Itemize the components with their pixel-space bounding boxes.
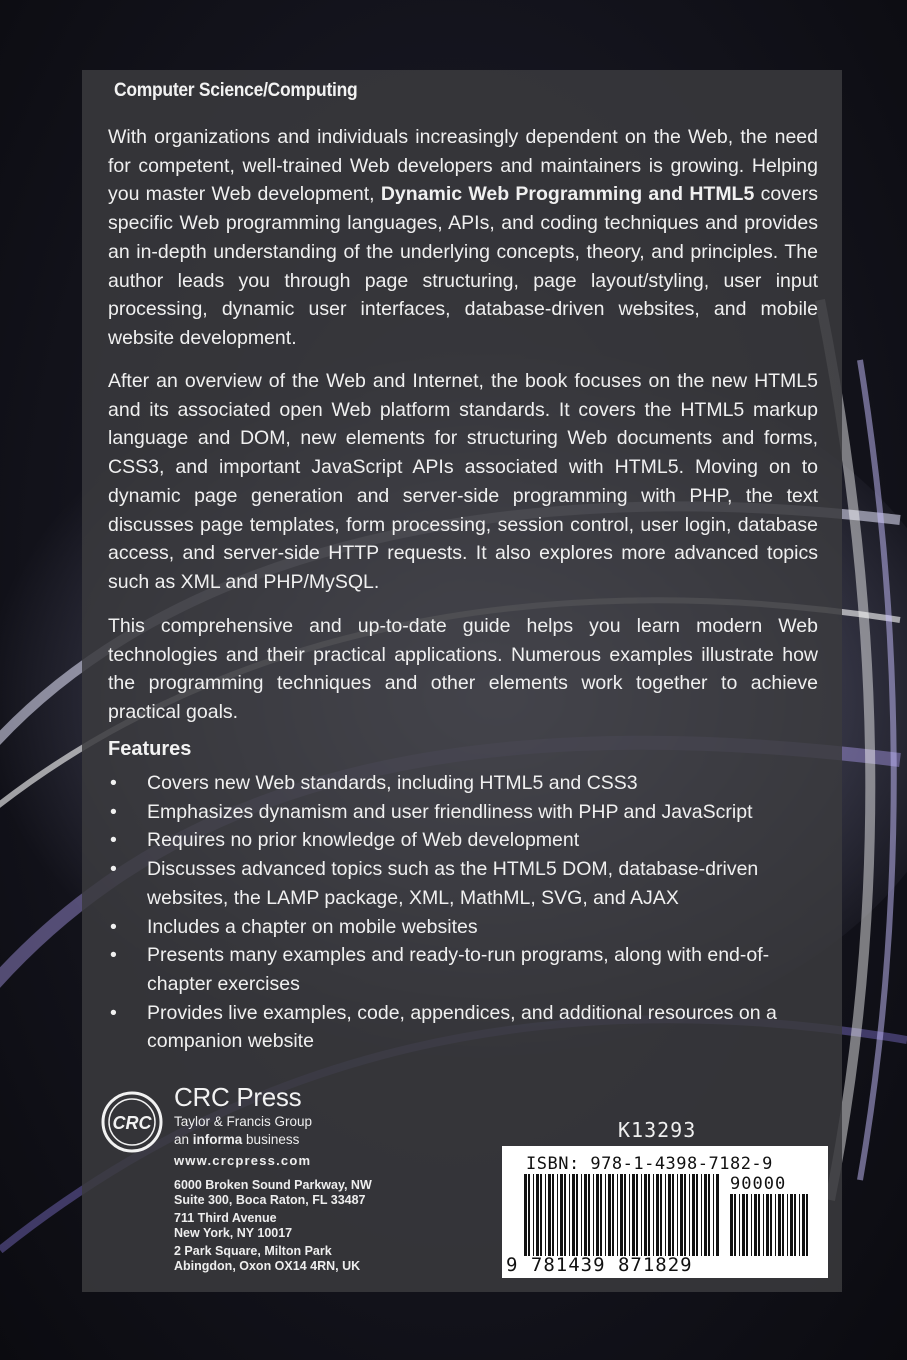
barcode-bar <box>605 1174 606 1256</box>
barcode-bar <box>557 1174 558 1256</box>
business-prefix: an <box>174 1132 193 1147</box>
barcode-bar <box>716 1174 719 1256</box>
feature-text: Includes a chapter on mobile websites <box>147 915 478 938</box>
barcode-bar <box>533 1174 534 1256</box>
crc-logo-text: CRC <box>112 1113 152 1133</box>
barcode-bar <box>545 1174 546 1256</box>
barcode-bar <box>778 1194 781 1256</box>
barcode-bar <box>632 1174 635 1256</box>
description-paragraph-2: After an overview of the Web and Internet, the book focuses on the new HTML5 and its associated open Web platform standards. It covers the HTML5 markup language and DOM, new elements for structuring Web documents and forms, CSS3, and important JavaScript APIs associated with HTML5. Moving on to dynamic page generation and server-side programming with PHP, the text discusses page templates, form processing, session control, user login, database access, and server-side HTTP requests. It also explores more advanced topics such as XML and PHP/MySQL. <box>108 370 818 593</box>
feature-text: Requires no prior knowledge of Web development <box>147 829 580 852</box>
barcode-bar <box>608 1174 611 1256</box>
isbn-label: ISBN: 978-1-4398-7182-9 <box>526 1154 773 1174</box>
barcode-bar <box>593 1174 594 1256</box>
crc-logo-icon <box>100 1090 164 1154</box>
address-line: Abingdon, Oxon OX14 4RN, UK <box>174 1258 361 1273</box>
feature-item <box>108 769 824 798</box>
publisher-block <box>100 1080 430 1280</box>
barcode-bar <box>540 1174 542 1256</box>
barcode-bar <box>696 1174 698 1256</box>
feature-text: Provides live examples, code, appendices, and additional resources on a companion website <box>147 1001 777 1053</box>
address-line: 2 Park Square, Milton Park <box>174 1244 332 1258</box>
isbn-barcode <box>502 1146 828 1278</box>
barcode-bar <box>648 1174 650 1256</box>
barcode-bar <box>656 1174 659 1256</box>
feature-item <box>108 999 824 1056</box>
address-uk <box>174 1244 360 1273</box>
address-line: 6000 Broken Sound Parkway, NW <box>174 1178 372 1192</box>
address-line: New York, NY 10017 <box>174 1225 293 1240</box>
barcode-bar <box>629 1174 630 1256</box>
barcode-bar <box>560 1174 563 1256</box>
barcode-bar <box>758 1194 760 1256</box>
bullet-icon: • <box>110 915 117 938</box>
address-line: 711 Third Avenue <box>174 1211 277 1225</box>
bullet-icon: • <box>110 800 117 823</box>
price-code: 90000 <box>730 1174 787 1194</box>
barcode-bar <box>576 1174 578 1256</box>
feature-text: Covers new Web standards, including HTML5 and CSS3 <box>147 772 638 794</box>
bullet-icon: • <box>110 858 117 881</box>
address-line: Suite 300, Boca Raton, FL 33487 <box>174 1192 366 1207</box>
address-florida <box>174 1178 372 1207</box>
barcode-bar <box>763 1194 764 1256</box>
barcode-bar <box>660 1174 662 1256</box>
publisher-url[interactable]: www.crcpress.com <box>174 1153 312 1168</box>
feature-item <box>108 798 824 827</box>
barcode-bar <box>524 1174 527 1256</box>
bullet-icon: • <box>110 944 117 967</box>
feature-text: Discusses advanced topics such as the HTML5 DOM, database-driven websites, the LAMP package, XML, MathML, SVG, and AJAX <box>147 858 759 909</box>
barcode-bar <box>794 1194 796 1256</box>
barcode-bar <box>548 1174 551 1256</box>
barcode-bar <box>730 1194 733 1256</box>
feature-item <box>108 941 824 998</box>
barcode-bar <box>754 1194 757 1256</box>
barcode-bar <box>665 1174 666 1256</box>
barcode-bar <box>713 1174 714 1256</box>
bullet-icon: • <box>110 772 117 794</box>
barcode-bar <box>775 1194 776 1256</box>
barcode-bar <box>612 1174 614 1256</box>
barcode-bar <box>564 1174 566 1256</box>
barcode-bar <box>588 1174 590 1256</box>
barcode-bar <box>708 1174 710 1256</box>
barcode-bar <box>572 1174 575 1256</box>
book-title-bold: Dynamic Web Programming and HTML5 <box>380 183 755 206</box>
barcode-bar <box>692 1174 695 1256</box>
barcode-bar <box>787 1194 788 1256</box>
features-heading: Features <box>108 738 192 760</box>
barcode-bar <box>668 1174 671 1256</box>
feature-text: Presents many examples and ready-to-run programs, along with end-of-chapter exercises <box>147 944 770 995</box>
barcode-bar <box>680 1174 683 1256</box>
barcode-bar <box>600 1174 602 1256</box>
feature-item <box>108 826 824 855</box>
barcode-bar <box>653 1174 654 1256</box>
barcode-bar <box>617 1174 618 1256</box>
barcode-bar <box>620 1174 623 1256</box>
barcode-bar <box>596 1174 599 1256</box>
barcode-bar <box>644 1174 647 1256</box>
barcode-bar <box>790 1194 793 1256</box>
description-paragraph-1 <box>108 123 818 353</box>
barcode-bar <box>584 1174 587 1256</box>
isbn-digits: 9 781439 871829 <box>506 1254 693 1276</box>
barcode-bar <box>636 1174 638 1256</box>
publisher-business <box>174 1132 299 1147</box>
barcode-bar <box>672 1174 674 1256</box>
barcode-bar <box>641 1174 642 1256</box>
paragraph-1-text-a: With organizations and individuals increasingly dependent on the Web, the need for competent, well-trained Web developers and maintainers is growing. Helping you master Web development, <box>108 126 818 206</box>
feature-item <box>108 855 824 912</box>
barcode-bar <box>799 1194 800 1256</box>
barcode-bar <box>569 1174 570 1256</box>
publisher-name: CRC Press <box>174 1082 302 1112</box>
back-cover-panel <box>82 70 842 1292</box>
feature-item <box>108 913 824 942</box>
paragraph-1-text-b: covers specific Web programming languages, APIs, and coding techniques and provides an in-depth understanding of the underlying concepts, theory, and principles. The author leads you through page structuring, page layout/styling, user input processing, dynamic user interfaces, database-driven websites, and mobile website development. <box>108 183 819 349</box>
barcode-bar <box>684 1174 686 1256</box>
barcode-bar <box>734 1194 736 1256</box>
barcode-bar <box>782 1194 784 1256</box>
barcode-bar <box>677 1174 678 1256</box>
barcode-bar <box>742 1194 745 1256</box>
business-bold: informa <box>192 1132 243 1147</box>
barcode-bar <box>746 1194 748 1256</box>
business-suffix: business <box>242 1132 300 1147</box>
barcode-bar <box>552 1174 554 1256</box>
address-new-york <box>174 1211 292 1240</box>
barcode-bar <box>739 1194 740 1256</box>
barcode-bar <box>701 1174 702 1256</box>
barcode-bar <box>624 1174 626 1256</box>
category-label: Computer Science/Computing <box>114 80 358 101</box>
barcode-bar <box>528 1174 530 1256</box>
barcode-bar <box>806 1194 808 1256</box>
bullet-icon: • <box>110 829 117 852</box>
description-paragraph-3: This comprehensive and up-to-date guide helps you learn modern Web technologies and their practical applications. Numerous examples illustrate how the programming techniques and other elements work together to achieve practical goals. <box>108 615 818 724</box>
barcode-bars-addon <box>730 1194 810 1256</box>
product-code: K13293 <box>618 1118 697 1142</box>
barcode-bars-main <box>524 1174 724 1256</box>
barcode-bar <box>766 1194 769 1256</box>
barcode-bar <box>770 1194 772 1256</box>
barcode-bar <box>536 1174 539 1256</box>
features-list <box>108 769 824 1056</box>
barcode-bar <box>802 1194 805 1256</box>
barcode-bar <box>751 1194 752 1256</box>
bullet-icon: • <box>110 1001 117 1024</box>
barcode-bar <box>704 1174 707 1256</box>
feature-text: Emphasizes dynamism and user friendliness with PHP and JavaScript <box>147 800 753 823</box>
publisher-group: Taylor & Francis Group <box>174 1114 313 1129</box>
barcode-bar <box>581 1174 582 1256</box>
barcode-bar <box>689 1174 690 1256</box>
